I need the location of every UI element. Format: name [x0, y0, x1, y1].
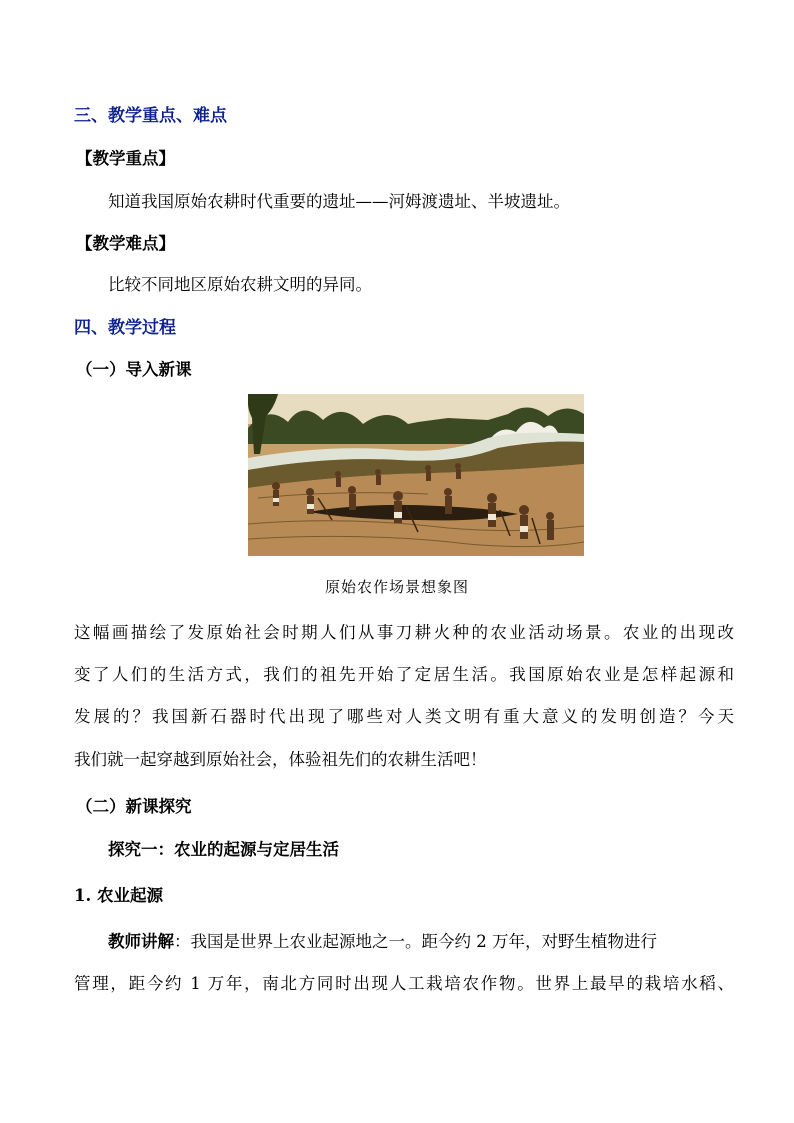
intro-paragraph-line-3: 发展的？我国新石器时代出现了哪些对人类文明有重大意义的发明创造？今天	[74, 707, 734, 726]
intro-paragraph-line-4: 我们就一起穿越到原始社会，体验祖先们的农耕生活吧！	[74, 750, 487, 769]
section-title-teaching-process: 四、教学过程	[74, 318, 176, 338]
section-title-key-points-difficulties: 三、教学重点、难点	[74, 106, 227, 126]
difficulties-label: 【教学难点】	[76, 234, 175, 253]
key-points-label: 【教学重点】	[76, 149, 175, 168]
teacher-explanation-label: 教师讲解	[108, 932, 174, 951]
subsection-title-introduction: （一）导入新课	[76, 360, 192, 379]
difficulties-text: 比较不同地区原始农耕文明的异同。	[108, 275, 372, 294]
subsection-title-new-lesson: （二）新课探究	[76, 797, 192, 816]
inquiry-one-title: 探究一：农业的起源与定居生活	[108, 840, 339, 859]
item-agriculture-origin-title: 1. 农业起源	[74, 886, 163, 905]
intro-paragraph-line-1: 这幅画描绘了发原始社会时期人们从事刀耕火种的农业活动场景。农业的出现改	[74, 623, 734, 642]
figure-caption: 原始农作场景想象图	[324, 578, 469, 596]
primitive-farming-illustration	[248, 394, 584, 556]
teacher-explanation-line-2: 管理，距今约 1 万年，南北方同时出现人工栽培农作物。世界上最早的栽培水稻、	[74, 974, 734, 993]
farming-scene-image	[248, 394, 584, 556]
intro-paragraph-line-2: 变了人们的生活方式，我们的祖先开始了定居生活。我国原始农业是怎样起源和	[74, 665, 734, 684]
key-points-text: 知道我国原始农耕时代重要的遗址——河姆渡遗址、半坡遗址。	[108, 192, 570, 211]
teacher-explanation-text-1: ：我国是世界上农业起源地之一。距今约 2 万年，对野生植物进行	[174, 932, 657, 951]
teacher-explanation-line-1	[108, 932, 734, 952]
